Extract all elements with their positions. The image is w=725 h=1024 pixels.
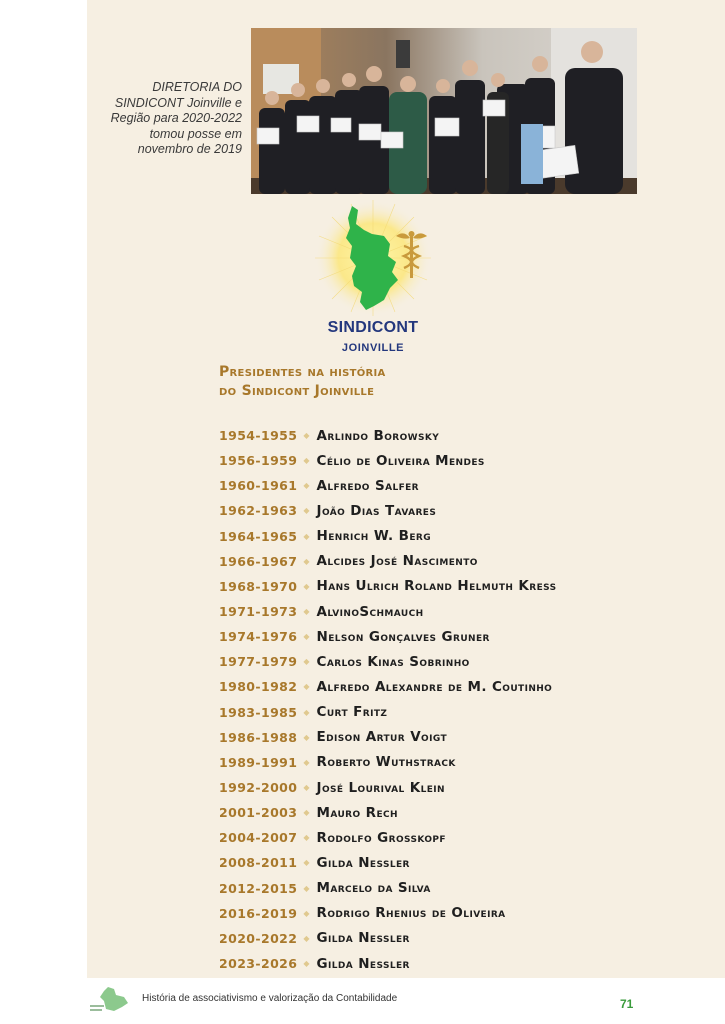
- footer-text: História de associativismo e valorização da Contabilidade: [142, 993, 398, 1004]
- diamond-separator-icon: ◆: [303, 883, 310, 893]
- logo-city: JOINVILLE: [341, 342, 405, 354]
- president-name: Alfredo Salfer: [316, 477, 420, 494]
- president-name: Nelson Gonçalves Gruner: [316, 628, 490, 645]
- president-row: [219, 700, 699, 725]
- president-years: 2020-2022: [219, 930, 298, 946]
- president-years: 1980-1982: [219, 679, 298, 695]
- president-row: [219, 825, 699, 850]
- diamond-separator-icon: ◆: [303, 607, 310, 617]
- presidents-list: [219, 423, 699, 976]
- president-name: Arlindo Borowsky: [316, 427, 440, 444]
- president-name: Roberto Wuthstrack: [316, 754, 456, 771]
- diamond-separator-icon: ◆: [303, 456, 310, 466]
- diamond-separator-icon: ◆: [303, 682, 310, 692]
- logo-wordmark: SINDICONT: [327, 319, 419, 336]
- president-years: 2016-2019: [219, 905, 298, 921]
- president-years: 2004-2007: [219, 830, 298, 846]
- diamond-separator-icon: ◆: [303, 632, 310, 642]
- president-years: 2023-2026: [219, 956, 298, 972]
- president-name: João Dias Tavares: [316, 502, 437, 519]
- president-name: José Lourival Klein: [316, 779, 445, 796]
- page-number: 71: [620, 997, 634, 1011]
- diamond-separator-icon: ◆: [303, 506, 310, 516]
- president-row: [219, 725, 699, 750]
- president-years: 1971-1973: [219, 604, 298, 620]
- president-years: 1962-1963: [219, 503, 298, 519]
- president-years: 1964-1965: [219, 528, 298, 544]
- board-group-photo: [251, 28, 637, 194]
- president-name: Carlos Kinas Sobrinho: [316, 653, 470, 670]
- diamond-separator-icon: ◆: [303, 556, 310, 566]
- president-name: Henrich W. Berg: [316, 528, 431, 545]
- president-name: Curt Fritz: [316, 704, 388, 721]
- section-title-line-2: do Sindicont Joinville: [219, 383, 375, 399]
- president-row: [219, 926, 699, 951]
- diamond-separator-icon: ◆: [303, 481, 310, 491]
- president-years: 1968-1970: [219, 578, 298, 594]
- president-years: 1974-1976: [219, 629, 298, 645]
- president-row: [219, 901, 699, 926]
- president-name: Alcides José Nascimento: [316, 553, 478, 570]
- president-row: [219, 524, 699, 549]
- president-years: 1983-1985: [219, 704, 298, 720]
- president-name: Alfredo Alexandre de M. Coutinho: [316, 678, 553, 695]
- president-name: AlvinoSchmauch: [316, 603, 424, 620]
- president-years: 2012-2015: [219, 880, 298, 896]
- diamond-separator-icon: ◆: [303, 757, 310, 767]
- president-row: [219, 850, 699, 875]
- president-years: 1956-1959: [219, 453, 298, 469]
- president-name: Edison Artur Voigt: [316, 729, 448, 746]
- president-row: [219, 775, 699, 800]
- president-row: [219, 599, 699, 624]
- president-years: 2008-2011: [219, 855, 298, 871]
- president-row: [219, 473, 699, 498]
- president-years: 1966-1967: [219, 553, 298, 569]
- president-years: 1989-1991: [219, 754, 298, 770]
- diamond-separator-icon: ◆: [303, 908, 310, 918]
- president-row: [219, 800, 699, 825]
- president-name: Mauro Rech: [316, 804, 398, 821]
- president-row: [219, 498, 699, 523]
- president-years: 1992-2000: [219, 780, 298, 796]
- president-row: [219, 549, 699, 574]
- president-row: [219, 876, 699, 901]
- president-name: Gilda Nessler: [316, 854, 410, 871]
- president-row: [219, 674, 699, 699]
- president-years: 1954-1955: [219, 428, 298, 444]
- diamond-separator-icon: ◆: [303, 581, 310, 591]
- diamond-separator-icon: ◆: [303, 833, 310, 843]
- president-name: Célio de Oliveira Mendes: [316, 452, 485, 469]
- president-row: [219, 951, 699, 976]
- president-name: Gilda Nessler: [316, 955, 410, 972]
- president-row: [219, 448, 699, 473]
- photo-caption: DIRETORIA DO SINDICONT Joinville e Região para 2020-2022 tomou posse em novembro de 2019: [110, 80, 242, 157]
- president-years: 2001-2003: [219, 805, 298, 821]
- president-row: [219, 750, 699, 775]
- diamond-separator-icon: ◆: [303, 933, 310, 943]
- president-years: 1986-1988: [219, 729, 298, 745]
- diamond-separator-icon: ◆: [303, 858, 310, 868]
- president-row: [219, 649, 699, 674]
- president-name: Hans Ulrich Roland Helmuth Kress: [316, 578, 557, 595]
- diamond-separator-icon: ◆: [303, 732, 310, 742]
- diamond-separator-icon: ◆: [303, 707, 310, 717]
- footer-logo: [88, 985, 132, 1015]
- president-row: [219, 574, 699, 599]
- presidents-section-title: [219, 363, 519, 401]
- section-title-line-1: Presidentes na história: [219, 364, 386, 380]
- diamond-separator-icon: ◆: [303, 959, 310, 969]
- diamond-separator-icon: ◆: [303, 531, 310, 541]
- diamond-separator-icon: ◆: [303, 431, 310, 441]
- president-name: Gilda Nessler: [316, 930, 410, 947]
- diamond-separator-icon: ◆: [303, 783, 310, 793]
- president-row: [219, 624, 699, 649]
- president-row: [219, 423, 699, 448]
- president-name: Rodrigo Rhenius de Oliveira: [316, 905, 506, 922]
- president-name: Rodolfo Grosskopf: [316, 829, 446, 846]
- diamond-separator-icon: ◆: [303, 657, 310, 667]
- president-years: 1960-1961: [219, 478, 298, 494]
- president-years: 1977-1979: [219, 654, 298, 670]
- president-name: Marcelo da Silva: [316, 880, 431, 897]
- diamond-separator-icon: ◆: [303, 808, 310, 818]
